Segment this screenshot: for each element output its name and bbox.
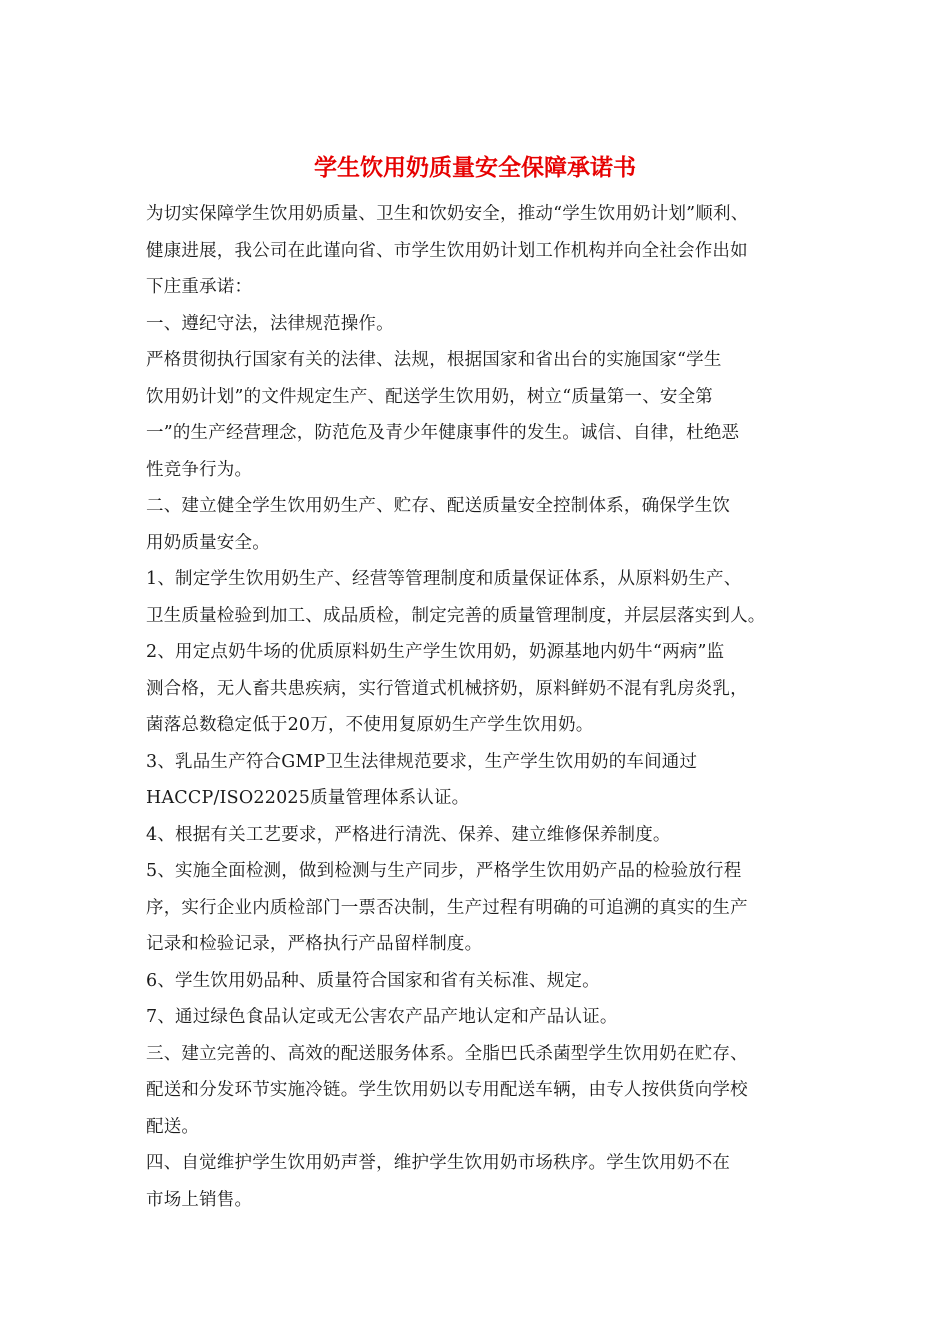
body-line: 性竞争行为。 — [146, 460, 253, 480]
body-line: 5、实施全面检测，做到检测与生产同步，严格学生饮用奶产品的检验放行程 — [146, 861, 742, 881]
section-heading: 二、建立健全学生饮用奶生产、贮存、配送质量安全控制体系，确保学生饮 — [146, 496, 731, 516]
body-line: 健康进展，我公司在此谨向省、市学生饮用奶计划工作机构并向全社会作出如 — [146, 241, 748, 261]
body-line: 下庄重承诺： — [146, 277, 253, 297]
body-line: 饮用奶计划”的文件规定生产、配送学生饮用奶，树立“质量第一、安全第 — [146, 387, 713, 407]
body-line: 严格贯彻执行国家有关的法律、法规，根据国家和省出台的实施国家“学生 — [146, 350, 722, 370]
body-line: 卫生质量检验到加工、成品质检，制定完善的质量管理制度，并层层落实到人。 — [146, 606, 766, 626]
body-line: 测合格，无人畜共患疾病，实行管道式机械挤奶，原料鲜奶不混有乳房炎乳， — [146, 679, 748, 699]
body-line: 3、乳品生产符合GMP卫生法律规范要求，生产学生饮用奶的车间通过 — [146, 752, 698, 772]
body-line: 记录和检验记录，严格执行产品留样制度。 — [146, 934, 483, 954]
body-line: 1、制定学生饮用奶生产、经营等管理制度和质量保证体系，从原料奶生产、 — [146, 569, 742, 589]
body-line: 用奶质量安全。 — [146, 533, 270, 553]
body-line: HACCP/ISO22025质量管理体系认证。 — [146, 788, 470, 808]
body-line: 2、用定点奶牛场的优质原料奶生产学生饮用奶，奶源基地内奶牛“两病”监 — [146, 642, 725, 662]
body-line: 配送。 — [146, 1117, 200, 1137]
section-heading: 一、遵纪守法，法律规范操作。 — [146, 314, 394, 334]
section-heading: 四、自觉维护学生饮用奶声誉，维护学生饮用奶市场秩序。学生饮用奶不在 — [146, 1153, 731, 1173]
body-line: 菌落总数稳定低于20万，不使用复原奶生产学生饮用奶。 — [146, 715, 594, 735]
body-line: 市场上销售。 — [146, 1190, 253, 1210]
body-line: 7、通过绿色食品认定或无公害农产品产地认定和产品认证。 — [146, 1007, 618, 1027]
body-line: 为切实保障学生饮用奶质量、卫生和饮奶安全，推动“学生饮用奶计划”顺利、 — [146, 204, 749, 224]
body-line: 6、学生饮用奶品种、质量符合国家和省有关标准、规定。 — [146, 971, 600, 991]
body-line: 序，实行企业内质检部门一票否决制，生产过程有明确的可追溯的真实的生产 — [146, 898, 748, 918]
body-line: 4、根据有关工艺要求，严格进行清洗、保养、建立维修保养制度。 — [146, 825, 671, 845]
body-line: 配送和分发环节实施冷链。学生饮用奶以专用配送车辆，由专人按供货向学校 — [146, 1080, 748, 1100]
body-line: 一”的生产经营理念，防范危及青少年健康事件的发生。诚信、自律，杜绝恶 — [146, 423, 740, 443]
document-title: 学生饮用奶质量安全保障承诺书 — [314, 154, 636, 181]
section-heading: 三、建立完善的、高效的配送服务体系。全脂巴氏杀菌型学生饮用奶在贮存、 — [146, 1044, 748, 1064]
